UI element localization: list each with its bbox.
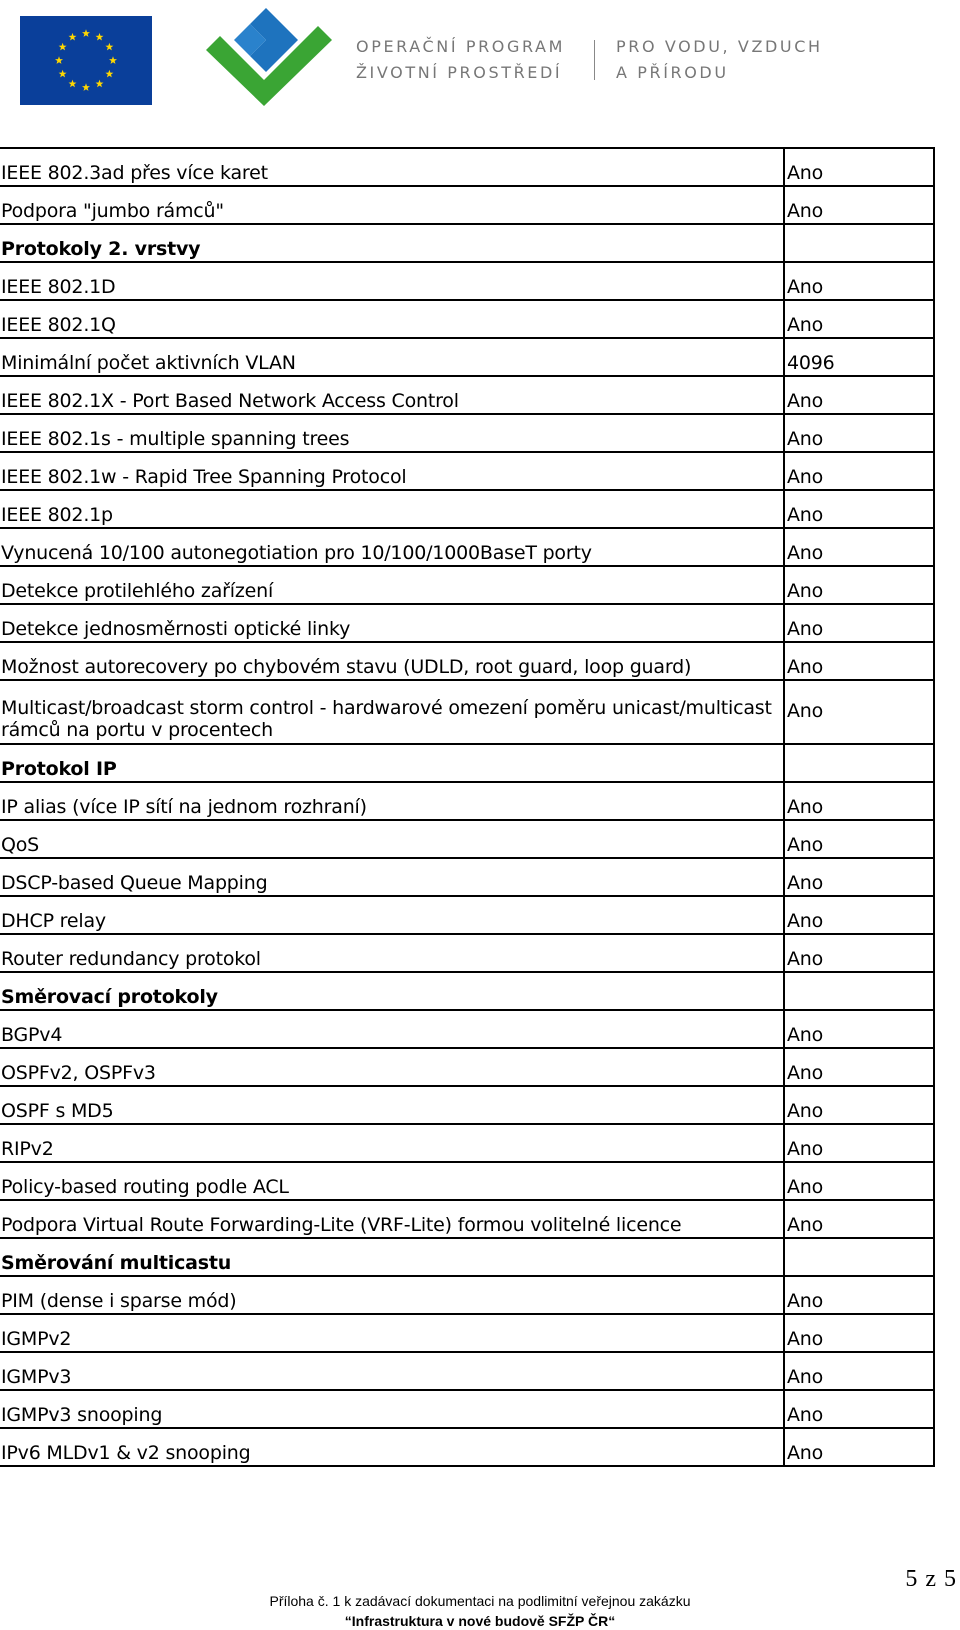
table-row — [0, 1010, 934, 1048]
section-title: Protokol IP — [1, 758, 117, 780]
section-title-cell — [0, 972, 784, 1010]
section-title-cell — [0, 744, 784, 782]
table-row — [0, 566, 934, 604]
parameter-cell — [0, 528, 784, 566]
table-row — [0, 782, 934, 820]
parameter-value — [787, 780, 933, 781]
parameter-cell — [0, 414, 784, 452]
value-cell — [784, 1428, 934, 1466]
parameter-value: Ano — [787, 428, 824, 450]
parameter-cell — [0, 896, 784, 934]
table-row — [0, 1352, 934, 1390]
parameter-label: Policy-based routing podle ACL — [1, 1176, 289, 1198]
parameter-cell — [0, 300, 784, 338]
table-row — [0, 186, 934, 224]
value-cell — [784, 782, 934, 820]
value-cell — [784, 186, 934, 224]
parameter-cell — [0, 782, 784, 820]
section-title: Směrování multicastu — [1, 1252, 232, 1274]
parameter-label: OSPFv2, OSPFv3 — [1, 1062, 156, 1084]
parameter-value — [787, 1274, 933, 1275]
table-row — [0, 820, 934, 858]
parameter-value: 4096 — [787, 352, 835, 374]
section-header-row — [0, 1238, 934, 1276]
parameter-label: IEEE 802.1Q — [1, 314, 116, 336]
parameter-label: IEEE 802.1s - multiple spanning trees — [1, 428, 350, 450]
value-cell — [784, 972, 934, 1010]
parameter-label: Router redundancy protokol — [1, 948, 261, 970]
parameter-cell — [0, 1010, 784, 1048]
table-row — [0, 1314, 934, 1352]
parameter-label: IEEE 802.1p — [1, 504, 113, 526]
parameter-value — [787, 260, 933, 261]
parameter-cell — [0, 186, 784, 224]
parameter-value: Ano — [787, 1138, 824, 1160]
parameter-value: Ano — [787, 390, 824, 412]
table-row — [0, 376, 934, 414]
parameter-cell — [0, 1124, 784, 1162]
table-row — [0, 414, 934, 452]
value-cell — [784, 1352, 934, 1390]
table-row — [0, 604, 934, 642]
slogan-line-2: A PŘÍRODU — [616, 63, 729, 82]
page-number: 5 z 5 — [905, 1566, 957, 1592]
value-cell — [784, 604, 934, 642]
value-cell — [784, 680, 934, 744]
parameter-value: Ano — [787, 700, 824, 722]
value-cell — [784, 1314, 934, 1352]
parameter-value: Ano — [787, 1290, 824, 1312]
parameter-value: Ano — [787, 580, 824, 602]
parameter-value: Ano — [787, 466, 824, 488]
value-cell — [784, 1390, 934, 1428]
parameter-value: Ano — [787, 504, 824, 526]
value-cell — [784, 414, 934, 452]
value-cell — [784, 896, 934, 934]
parameter-cell — [0, 262, 784, 300]
parameter-label: IGMPv3 snooping — [1, 1404, 163, 1426]
table-row — [0, 490, 934, 528]
value-cell — [784, 744, 934, 782]
parameter-value: Ano — [787, 1024, 824, 1046]
table-row — [0, 1200, 934, 1238]
parameter-value: Ano — [787, 948, 824, 970]
value-cell — [784, 1124, 934, 1162]
parameter-value: Ano — [787, 1062, 824, 1084]
program-name — [356, 34, 565, 86]
parameter-cell — [0, 858, 784, 896]
parameter-label: IEEE 802.3ad přes více karet — [1, 162, 268, 184]
value-cell — [784, 934, 934, 972]
table-row — [0, 1428, 934, 1466]
eu-flag-icon — [20, 16, 152, 105]
value-cell — [784, 820, 934, 858]
parameter-label: Vynucená 10/100 autonegotiation pro 10/100/1000BaseT porty — [1, 542, 592, 564]
parameter-value: Ano — [787, 834, 824, 856]
parameter-value: Ano — [787, 200, 824, 222]
program-slogan — [616, 34, 823, 86]
program-line-1: OPERAČNÍ PROGRAM — [356, 37, 566, 56]
value-cell — [784, 528, 934, 566]
table-row — [0, 452, 934, 490]
parameter-value: Ano — [787, 618, 824, 640]
parameter-cell — [0, 680, 784, 744]
value-cell — [784, 1238, 934, 1276]
table-row — [0, 1086, 934, 1124]
parameter-label: Podpora Virtual Route Forwarding-Lite (VRF-Lite) formou volitelné licence — [1, 1214, 682, 1236]
parameter-cell — [0, 1390, 784, 1428]
table-row — [0, 1048, 934, 1086]
parameter-label: IGMPv3 — [1, 1366, 72, 1388]
specification-table — [0, 147, 935, 1467]
parameter-value: Ano — [787, 1442, 824, 1464]
value-cell — [784, 1048, 934, 1086]
value-cell — [784, 1200, 934, 1238]
parameter-label: PIM (dense i sparse mód) — [1, 1290, 237, 1312]
parameter-label: Možnost autorecovery po chybovém stavu (UDLD, root guard, loop guard) — [1, 656, 692, 678]
parameter-label: DSCP-based Queue Mapping — [1, 872, 268, 894]
table-row — [0, 1162, 934, 1200]
table-row — [0, 1276, 934, 1314]
parameter-cell — [0, 604, 784, 642]
parameter-value: Ano — [787, 1176, 824, 1198]
parameter-cell — [0, 148, 784, 186]
table-row — [0, 858, 934, 896]
parameter-label: RIPv2 — [1, 1138, 54, 1160]
value-cell — [784, 566, 934, 604]
parameter-value — [787, 1008, 933, 1009]
parameter-label: IEEE 802.1X - Port Based Network Access Control — [1, 390, 459, 412]
parameter-value: Ano — [787, 1100, 824, 1122]
parameter-value: Ano — [787, 314, 824, 336]
parameter-cell — [0, 1314, 784, 1352]
op-zp-logo-icon — [206, 6, 336, 108]
table-row — [0, 680, 934, 744]
parameter-value: Ano — [787, 1366, 824, 1388]
parameter-label: Podpora "jumbo rámců" — [1, 200, 224, 222]
parameter-cell — [0, 452, 784, 490]
parameter-label: IEEE 802.1w - Rapid Tree Spanning Protocol — [1, 466, 407, 488]
value-cell — [784, 376, 934, 414]
table-row — [0, 1390, 934, 1428]
table-row — [0, 300, 934, 338]
header-divider — [594, 40, 595, 80]
parameter-label: Detekce jednosměrnosti optické linky — [1, 618, 351, 640]
value-cell — [784, 858, 934, 896]
parameter-value: Ano — [787, 162, 824, 184]
table-row — [0, 642, 934, 680]
eu-flag-graphic — [20, 16, 152, 105]
parameter-cell — [0, 1048, 784, 1086]
specification-table-body — [0, 148, 934, 1466]
value-cell — [784, 490, 934, 528]
value-cell — [784, 1276, 934, 1314]
table-row — [0, 338, 934, 376]
parameter-label: Multicast/broadcast storm control - hardwarové omezení poměru unicast/multicast rámců na portu v procentech — [1, 697, 772, 741]
parameter-cell — [0, 934, 784, 972]
value-cell — [784, 1010, 934, 1048]
parameter-value: Ano — [787, 656, 824, 678]
parameter-label: IP alias (více IP sítí na jednom rozhraní) — [1, 796, 367, 818]
parameter-cell — [0, 642, 784, 680]
parameter-label: Detekce protilehlého zařízení — [1, 580, 274, 602]
value-cell — [784, 642, 934, 680]
parameter-value: Ano — [787, 796, 824, 818]
op-zp-logo-graphic — [206, 6, 336, 108]
parameter-value: Ano — [787, 910, 824, 932]
value-cell — [784, 224, 934, 262]
parameter-cell — [0, 1162, 784, 1200]
program-line-2: ŽIVOTNÍ PROSTŘEDÍ — [356, 63, 563, 82]
parameter-value: Ano — [787, 872, 824, 894]
value-cell — [784, 300, 934, 338]
slogan-line-1: PRO VODU, VZDUCH — [616, 37, 823, 56]
parameter-label: OSPF s MD5 — [1, 1100, 114, 1122]
parameter-cell — [0, 490, 784, 528]
parameter-cell — [0, 820, 784, 858]
parameter-label: BGPv4 — [1, 1024, 63, 1046]
section-title: Protokoly 2. vrstvy — [1, 238, 201, 260]
value-cell — [784, 452, 934, 490]
value-cell — [784, 338, 934, 376]
parameter-value: Ano — [787, 276, 824, 298]
table-row — [0, 262, 934, 300]
parameter-cell — [0, 376, 784, 414]
parameter-label: QoS — [1, 834, 40, 856]
parameter-cell — [0, 338, 784, 376]
section-header-row — [0, 744, 934, 782]
parameter-label: IGMPv2 — [1, 1328, 72, 1350]
parameter-cell — [0, 1428, 784, 1466]
parameter-value: Ano — [787, 1404, 824, 1426]
table-row — [0, 148, 934, 186]
table-row — [0, 934, 934, 972]
page-header — [0, 0, 960, 140]
table-row — [0, 896, 934, 934]
parameter-value: Ano — [787, 1214, 824, 1236]
parameter-label: IPv6 MLDv1 & v2 snooping — [1, 1442, 251, 1464]
parameter-label: Minimální počet aktivních VLAN — [1, 352, 296, 374]
value-cell — [784, 1086, 934, 1124]
value-cell — [784, 1162, 934, 1200]
section-title-cell — [0, 1238, 784, 1276]
table-row — [0, 1124, 934, 1162]
table-row — [0, 528, 934, 566]
parameter-cell — [0, 1200, 784, 1238]
footer-project-line: “Infrastruktura v nové budově SFŽP ČR“ — [344, 1613, 616, 1629]
footer-annex-line: Příloha č. 1 k zadávací dokumentaci na podlimitní veřejnou zakázku — [269, 1593, 691, 1609]
value-cell — [784, 148, 934, 186]
parameter-value: Ano — [787, 542, 824, 564]
parameter-cell — [0, 1276, 784, 1314]
parameter-cell — [0, 1352, 784, 1390]
section-title-cell — [0, 224, 784, 262]
parameter-label: DHCP relay — [1, 910, 106, 932]
parameter-cell — [0, 1086, 784, 1124]
section-title: Směrovací protokoly — [1, 986, 218, 1008]
parameter-value: Ano — [787, 1328, 824, 1350]
section-header-row — [0, 972, 934, 1010]
parameter-label: IEEE 802.1D — [1, 276, 116, 298]
value-cell — [784, 262, 934, 300]
parameter-cell — [0, 566, 784, 604]
section-header-row — [0, 224, 934, 262]
